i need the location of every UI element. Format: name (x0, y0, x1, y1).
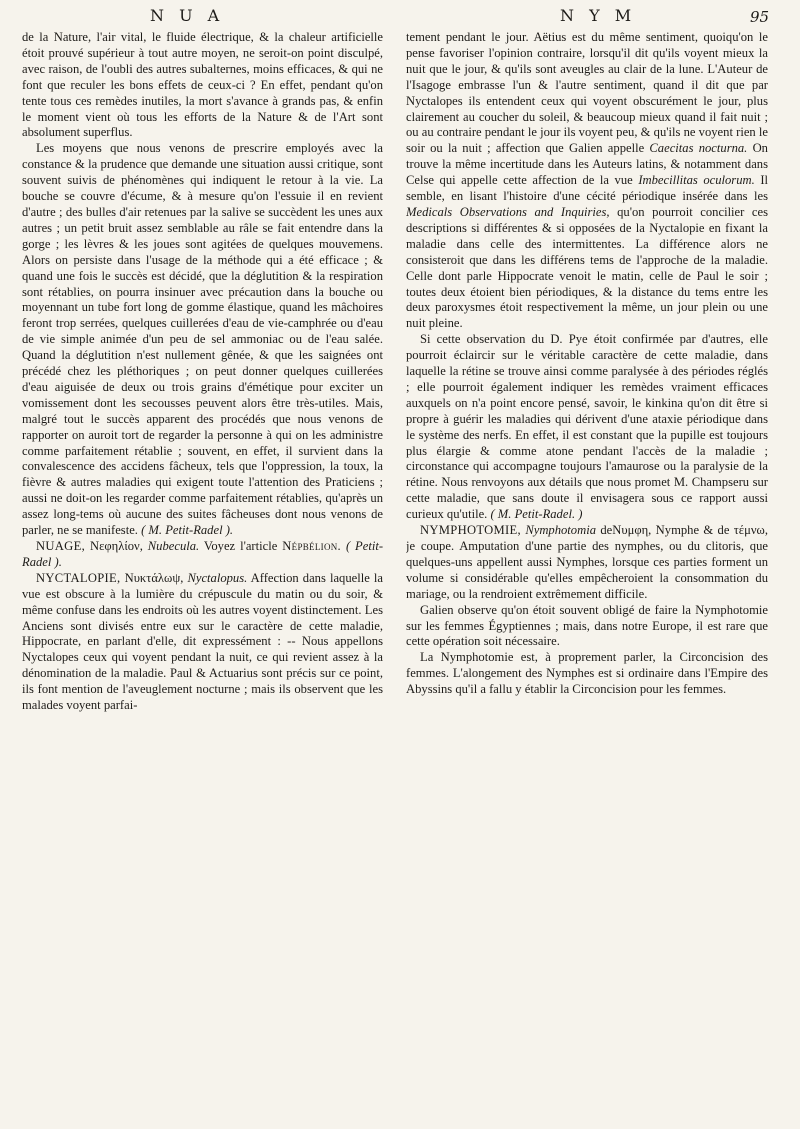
entry-nymphotomie (406, 523, 768, 603)
paragraph-text: tement pendant le jour. Aëtius est du même sentiment, quoiqu'on le pense favoriser l'opinion contraire, lorsqu'il dit qu'ils voyent mieux la nuit que le jour, & qu'ils sont aveugles au clair de la lune. L'Auteur de l'Isagoge embrasse l'un & l'autre sentiment, quand il dit que par Nyctalopes ils entendent ceux qui voyent obscurément le jour, plus clairement au coucher du soleil, & beaucoup mieux quand il fait nuit ; ou au contraire pendant le jour ils voyent peu, & qu'ils ne voyent rien le soir ou la nuit ; affection que Galien appelle (406, 30, 768, 156)
entry-nuage: NUAGE, Νεφηλίον, Nubecula. Voyez l'article Népbélion. ( Petit-Radel ). (22, 539, 383, 569)
headword: NYCTALOPIE, (36, 570, 121, 585)
headword: NYMPHOTOMIE, (420, 523, 521, 538)
entry-nyctalopie (22, 571, 383, 714)
book-title: Medicals Observations and Inquiries, (406, 204, 610, 219)
paragraph (406, 30, 768, 332)
paragraph-text: Il semble, en lisant l'histoire d'une cécité périodique insérée dans les (406, 173, 768, 204)
author-reference: ( M. Petit-Radel. ) (490, 507, 583, 522)
right-column (406, 30, 768, 1120)
entry-text: Nymphe & de (655, 523, 730, 538)
paragraph (22, 30, 383, 141)
running-head-right: N Y M (560, 6, 637, 25)
headword: NUAGE, (36, 539, 86, 553)
greek-term: τέμνω, (733, 523, 768, 538)
paragraph-text: Si cette observation du D. Pye étoit confirmée par d'autres, elle pourroit éclaircir sur le véritable caractère de cette maladie, dans laquelle la rétine se trouve ainsi comme paralysée à des périodes réglés ; elle pourroit également indiquer les remèdes vraiment efficaces auxquels on n'a point encore pensé, savoir, le kinkina qu'on dit être si propre à guérir les maladies qui dérivent d'une ataxie périodique dans le système des nerfs. En effet, il est constant que la pupille est toujours plus élargie & comme atone pendant l'accès de la maladie ; circonstance qui accompagne toujours l'amaurose ou la paralysie de la rétine. Nous renvoyons aux détails que nous promet M. Champseru sur cette maladie, que sans doute il envisagera sous ce rapport aussi curieux qu'utile. (406, 332, 768, 522)
entry-text: de (600, 523, 613, 538)
greek-term: Νεφηλίον (89, 539, 140, 553)
paragraph-text: de la Nature, l'air vital, le fluide électrique, & la chaleur artificielle étoit prouvé supérieur à tout autre moyen, ne seroit-on point disculpé, avec raison, de l'oubli des autres subalternes, moins efficaces, & qui ne font que reculer les bons effets de ceux-ci ? En effet, pendant qu'on tente tous ces remèdes inutiles, la mort s'avance à grands pas, & enfin le moment vient où tous les efforts de la Nature & de l'Art sont absolument superflus. (22, 30, 383, 140)
running-head-left: N U A (150, 6, 225, 25)
paragraph-text: Galien observe qu'on étoit souvent obligé de faire la Nymphotomie sur les femmes Égyptiennes ; mais, dans notre Europe, il est rare que cette opération soit nécessaire. (406, 602, 768, 649)
running-header (0, 6, 800, 30)
latin-term: Caecitas nocturna. (649, 141, 748, 156)
paragraph (406, 603, 768, 651)
latin-term: Nubecula. (147, 539, 200, 553)
entry-text: Affection dans laquelle la vue est obscure à la lumière du crépuscule du matin ou du soir, & même confuse dans les endroits où les autres voyent distinctement. Les Anciens sont divisés entre eux sur le caractère de cette maladie, Hippocrate, en parlant d'elle, dit expressément : -- Nous appellons Nyctalopes ceux qui voyent pendant la nuit, ce qui revient assez à la dénomination de la maladie. Paul & Actuarius sont précis sur ce point, ils font mention de l'aveuglement nocturne ; mais ils observent que les malades voyent parfai- (22, 570, 383, 713)
latin-term: Imbecillitas oculorum. (638, 173, 755, 188)
paragraph-text: La Nymphotomie est, à proprement parler, la Circoncision des femmes. L'alongement des Nymphes est si ordinaire dans l'Empire des Abyssins qu'il a fallu y établir la Circoncision pour les femmes. (406, 650, 768, 697)
greek-term: Νυμφη, (612, 523, 652, 538)
greek-term: Νυκτάλωψ, (124, 570, 184, 585)
paragraph-text: qu'on pourroit concilier ces descriptions si différentes & si opposées de la Nyctalopie en fixant la maladie dans celle des intermittentes. La différence alors ne consisteroit que dans les différens tems de l'approche de la maladie. Celle dont parle Hippocrate venoit le matin, celle de Paul le soir ; toutes deux étoient bien périodiques, & la distance du tems entre les deux paroxysmes étoit respectivement la même, un jour plein ou une nuit pleine. (406, 204, 768, 331)
latin-term: Nyctalopus. (187, 570, 248, 585)
paragraph (406, 650, 768, 698)
paragraph (406, 332, 768, 523)
latin-term: Nymphotomia (525, 523, 596, 538)
author-reference: ( M. Petit-Radel ). (141, 523, 234, 538)
paragraph (22, 141, 383, 539)
left-column (22, 30, 383, 1120)
entry-text: Voyez l'article (203, 539, 278, 553)
entry-text: je coupe. Amputation d'une partie des nymphes, ou du clitoris, que quelques-uns appellent aussi Nymphes, lorsque ces parties forment un volume si considérable qu'elles empêcheroient la consommation du mariage, ou la rendroient extrêmement difficile. (406, 539, 768, 601)
author-reference: ( Petit-Radel ). (22, 539, 383, 569)
cross-reference: Népbélion. (282, 539, 341, 553)
paragraph-text: On trouve la même incertitude dans les Auteurs latins, & notamment dans Celse qui appelle cette affection de la vue (406, 141, 768, 188)
page-number: 95 (750, 8, 770, 26)
paragraph-text: Les moyens que nous venons de prescrire employés avec la constance & la prudence que demande une situation aussi critique, sont souvent suivis de phénomènes qui indiquent le retour à la vie. La bouche se couvre d'écume, & à mesure qu'on l'essuie il en revient d'autre ; des bulles d'air retenues par la salive se succèdent les unes aux autres ; un petit bruit assez semblable au râle se fait entendre dans la gorge ; les lèvres & les joues sont agitées de quelques mouvemens. Alors on persiste dans l'usage de la méthode qui a été efficace ; & quand une fois le succès est décidé, que la déglutition & la respiration sont rétablies, on pourra insinuer avec précaution dans la bouche ou moyennant un tube fort long de gomme élastique, quand les mâchoires feront trop serrées, quelques cuillerées d'eau de vie-camphrée ou d'eau de vie simple animée d'un peu de sel ammoniac ou de l'eau salée. Quand la déglutition n'est nullement gênée, & que les saignées ont précédé chez les pléthoriques ; on peut donner quelques cuillerées d'eau aiguisée de deux ou trois grains d'émétique pour exciter un vomissement dont les secousses peuvent alors être très-utiles. Mais, malgré tout le succès apparent des procédés que nous venons de rapporter on auroit tort de regarder la personne à qui on les administre comme parfaitement rétablie ; souvent, en effet, il survient dans la convalescence des accidens fâcheux, tels que l'oppression, la toux, la fièvre & autres maladies qui exigent toute l'attention des Praticiens ; aussi ne doit-on les regarder comme parfaitement rétablies, qu'après un assez long-tems où aucune des suites fâcheuses dont nous venons de parler, ne se manifeste. (22, 141, 383, 538)
